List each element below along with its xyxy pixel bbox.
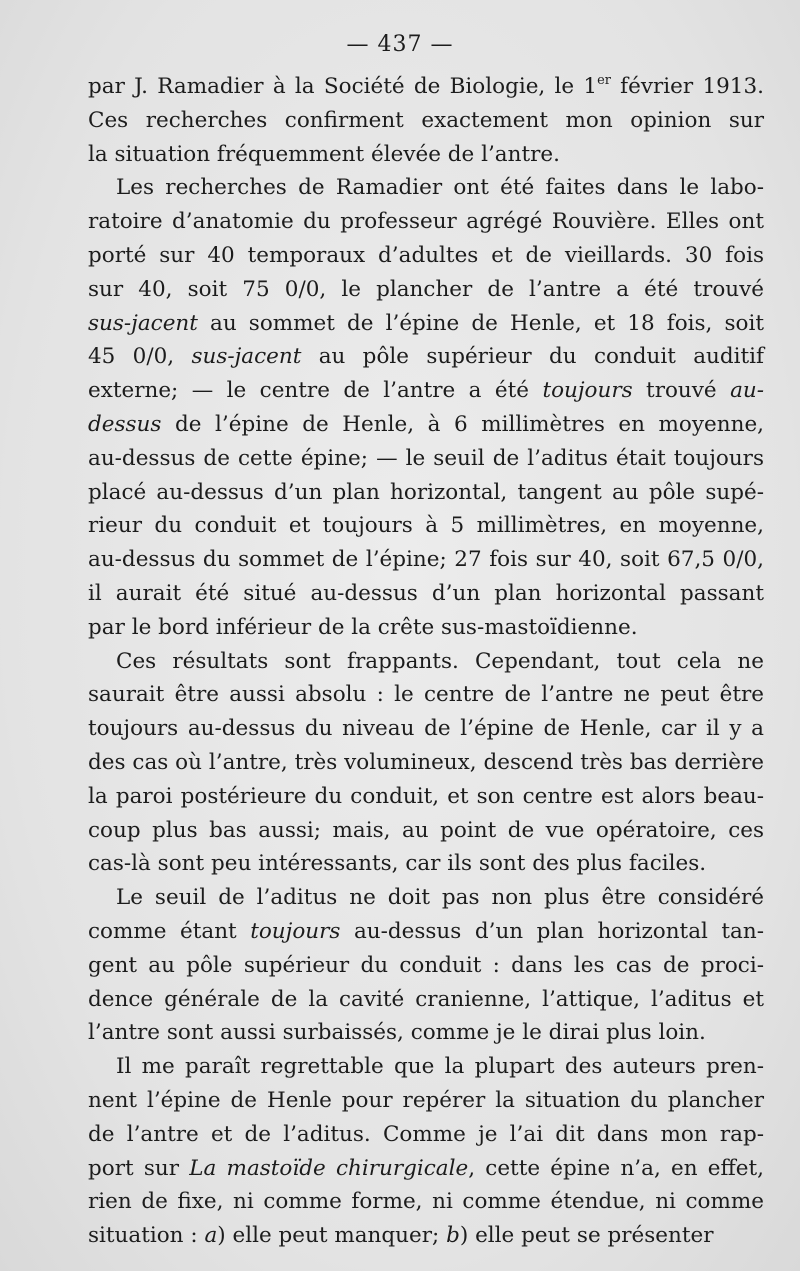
text-line (88, 273, 764, 307)
text-segment: rien de fixe, ni comme forme, ni comme étendue, ni comme (88, 1189, 764, 1215)
text-segment: comme étant (88, 918, 251, 944)
text-segment: au-dessus du sommet de l’épine; 27 fois sur 40, soit 67,5 0/0, (88, 547, 764, 573)
text-segment: cas-là sont peu intéressants, car ils sont des plus faciles. (88, 851, 707, 877)
text-line (88, 1219, 764, 1253)
text-line (88, 374, 764, 408)
text-line (88, 780, 764, 814)
text-segment: Il me paraît regrettable que la plupart des auteurs pren- (116, 1054, 764, 1080)
text-line (88, 847, 764, 881)
text-line (88, 1152, 764, 1186)
paragraph (88, 645, 764, 882)
superscript: er (597, 72, 611, 88)
text-segment: Ces résultats sont frappants. Cependant, tout cela ne (116, 648, 764, 674)
text-line (88, 577, 764, 611)
text-line (88, 543, 764, 577)
text-segment: nent l’épine de Henle pour repérer la situation du plancher (88, 1087, 764, 1113)
text-line (88, 138, 764, 172)
paragraph (88, 881, 764, 1050)
text-line (88, 746, 764, 780)
italic-text: dessus (88, 411, 162, 437)
text-segment: coup plus bas aussi; mais, au point de vue opératoire, ces (88, 817, 764, 843)
text-segment: placé au-dessus d’un plan horizontal, tangent au pôle supé- (88, 479, 764, 505)
text-segment: situation : (88, 1223, 205, 1249)
text-line (88, 1016, 764, 1050)
italic-text: sus-jacent (191, 344, 302, 370)
text-line (88, 1084, 764, 1118)
text-segment: gent au pôle supérieur du conduit : dans les cas de proci- (88, 952, 764, 978)
text-segment: Les recherches de Ramadier ont été faites dans le labo- (116, 175, 764, 201)
text-segment: porté sur 40 temporaux d’adultes et de vieillards. 30 fois (88, 242, 764, 268)
text-segment: la situation fréquemment élevée de l’antre. (88, 141, 560, 167)
text-segment: port sur (88, 1155, 190, 1181)
italic-text: La mastoïde chirurgicale (189, 1155, 469, 1181)
text-line (88, 645, 764, 679)
text-segment: sur 40, soit 75 0/0, le plancher de l’antre a été trouvé (88, 276, 764, 302)
text-segment: ) elle peut manquer; (217, 1223, 447, 1249)
italic-text: b (446, 1223, 460, 1249)
italic-text: a (204, 1223, 218, 1249)
text-line (88, 239, 764, 273)
text-line (88, 408, 764, 442)
text-line (88, 340, 764, 374)
text-line (88, 1185, 764, 1219)
text-segment: dence générale de la cavité cranienne, l’attique, l’aditus et (88, 986, 764, 1012)
text-segment: février 1913. (610, 74, 764, 99)
text-line (88, 881, 764, 915)
italic-text: sus-jacent (88, 310, 198, 336)
text-segment: de l’antre et de l’aditus. Comme je l’ai dit dans mon rap- (88, 1121, 764, 1147)
text-line (88, 712, 764, 746)
text-segment: Le seuil de l’aditus ne doit pas non plus être considéré (116, 885, 764, 911)
text-line (88, 678, 764, 712)
text-segment: Ces recherches confirment exactement mon opinion sur (88, 107, 764, 133)
paragraph (88, 70, 764, 171)
text-line (88, 949, 764, 983)
text-segment: externe; — le centre de l’antre a été (88, 378, 543, 404)
text-segment: saurait être aussi absolu : le centre de l’antre ne peut être (88, 682, 764, 708)
text-segment: trouvé (632, 378, 731, 404)
text-segment: au-dessus d’un plan horizontal tan- (340, 918, 764, 944)
text-segment: au sommet de l’épine de Henle, et 18 fois, soit (197, 310, 764, 336)
text-segment: 45 0/0, (88, 344, 192, 370)
paragraph (88, 171, 764, 644)
text-line (88, 1118, 764, 1152)
text-segment: la paroi postérieure du conduit, et son centre est alors beau- (88, 783, 764, 809)
text-segment: au-dessus de cette épine; — le seuil de l’aditus était toujours (88, 445, 764, 471)
text-line (88, 307, 764, 341)
text-segment: toujours au-dessus du niveau de l’épine de Henle, car il y a (88, 716, 764, 742)
text-line (88, 70, 764, 104)
page-number: — 437 — (346, 32, 454, 57)
text-line (88, 611, 764, 645)
text-segment: , cette épine n’a, en effet, (468, 1155, 764, 1181)
text-segment: ratoire d’anatomie du professeur agrégé Rouvière. Elles ont (88, 209, 764, 235)
text-line (88, 983, 764, 1017)
text-segment: par J. Ramadier à la Société de Biologie, le 1 (88, 74, 598, 99)
italic-text: au- (730, 378, 764, 404)
text-segment: rieur du conduit et toujours à 5 millimètres, en moyenne, (88, 513, 764, 539)
text-segment: l’antre sont aussi surbaissés, comme je le dirai plus loin. (88, 1020, 706, 1046)
text-segment: au pôle supérieur du conduit auditif (301, 344, 764, 370)
text-line (88, 915, 764, 949)
text-line (88, 205, 764, 239)
paragraph (88, 1050, 764, 1253)
italic-text: toujours (250, 918, 341, 944)
text-segment: de l’épine de Henle, à 6 millimètres en moyenne, (161, 411, 764, 437)
body-text (88, 70, 764, 1253)
text-line (88, 814, 764, 848)
text-line (88, 1050, 764, 1084)
italic-text: toujours (542, 378, 633, 404)
text-segment: par le bord inférieur de la crête sus-mastoïdienne. (88, 614, 638, 640)
text-line (88, 104, 764, 138)
text-line (88, 476, 764, 510)
text-segment: ) elle peut se présenter (459, 1223, 714, 1249)
text-line (88, 509, 764, 543)
text-line (88, 442, 764, 476)
text-line (88, 171, 764, 205)
text-segment: des cas où l’antre, très volumineux, descend très bas derrière (88, 749, 764, 775)
text-segment: il aurait été situé au-dessus d’un plan horizontal passant (88, 580, 764, 606)
